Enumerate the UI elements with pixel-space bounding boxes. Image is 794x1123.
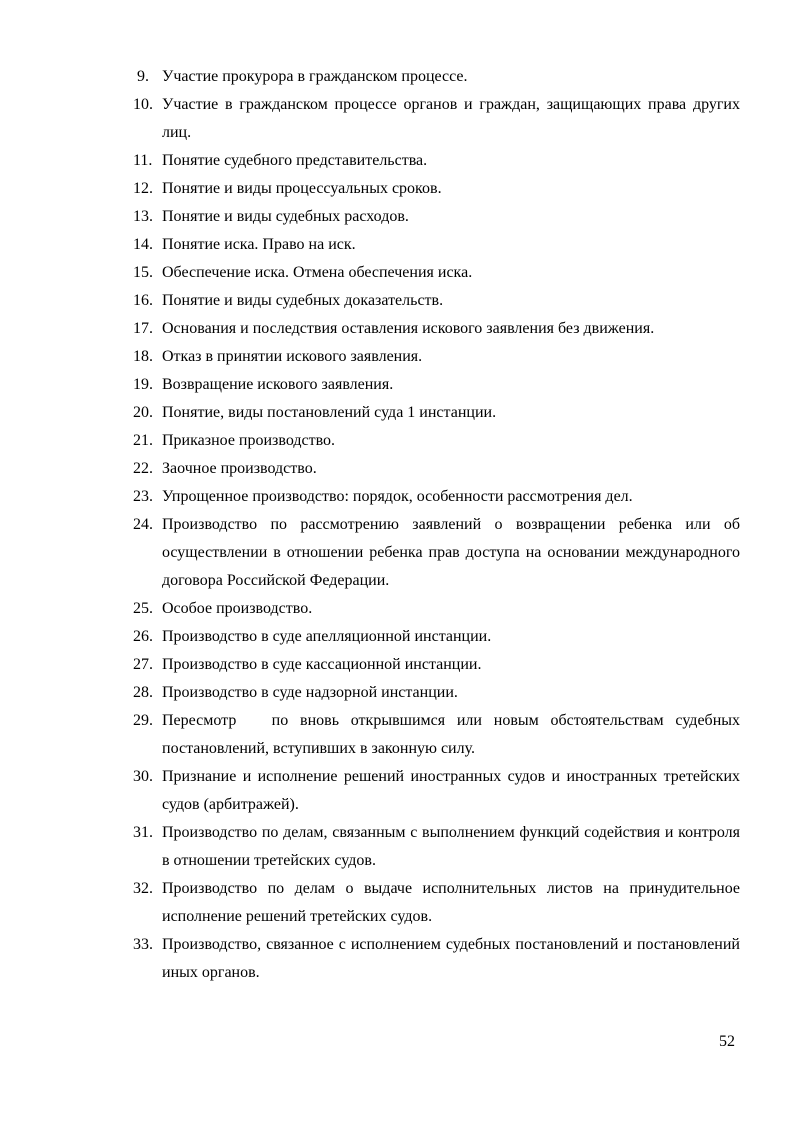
list-item-number: 33. bbox=[133, 936, 153, 953]
list-item-number: 27. bbox=[133, 656, 153, 673]
list-item bbox=[133, 931, 740, 987]
list-item-number: 13. bbox=[133, 208, 153, 225]
list-item-text: Признание и исполнение решений иностранных судов и иностранных третейских судов (арбитражей). bbox=[162, 768, 740, 813]
list-item bbox=[133, 763, 740, 819]
list-item bbox=[133, 91, 740, 147]
list-item-text: Возвращение искового заявления. bbox=[162, 376, 394, 393]
list-item-text: Обеспечение иска. Отмена обеспечения иска. bbox=[162, 264, 473, 281]
list-item bbox=[133, 595, 740, 623]
list-item-text: Понятие и виды судебных доказательств. bbox=[162, 292, 444, 309]
list-item-number: 23. bbox=[133, 488, 153, 505]
list-item-text: Участие в гражданском процессе органов и граждан, защищающих права других лиц. bbox=[162, 96, 740, 141]
list-item bbox=[133, 679, 740, 707]
list-item bbox=[133, 399, 740, 427]
list-item-text: Понятие, виды постановлений суда 1 инстанции. bbox=[162, 404, 497, 421]
list-item-number: 29. bbox=[133, 712, 153, 729]
list-item-text: Производство по делам о выдаче исполнительных листов на принудительное исполнение решений третейских судов. bbox=[162, 880, 740, 925]
list-item-number: 15. bbox=[133, 264, 153, 281]
list-item-number: 14. bbox=[133, 236, 153, 253]
list-item-text: Производство по делам, связанным с выполнением функций содействия и контроля в отношении третейских судов. bbox=[162, 824, 740, 869]
list-item-number: 25. bbox=[133, 600, 153, 617]
list-item-text: Основания и последствия оставления искового заявления без движения. bbox=[162, 320, 655, 337]
list-item bbox=[133, 63, 740, 91]
list-item-number: 9. bbox=[137, 68, 149, 85]
list-item bbox=[133, 651, 740, 679]
list-item bbox=[133, 147, 740, 175]
list-item-text: Участие прокурора в гражданском процессе. bbox=[162, 68, 468, 85]
list-item bbox=[133, 315, 740, 343]
list-item bbox=[133, 287, 740, 315]
list-item bbox=[133, 819, 740, 875]
page-number: 52 bbox=[719, 1033, 735, 1050]
list-item bbox=[133, 623, 740, 651]
list-item-text: Понятие и виды процессуальных сроков. bbox=[162, 180, 442, 197]
list-item-text: Приказное производство. bbox=[162, 432, 336, 449]
list-item-text: Отказ в принятии искового заявления. bbox=[162, 348, 423, 365]
list-item bbox=[133, 707, 740, 763]
list-item-text: Производство в суде кассационной инстанции. bbox=[162, 656, 482, 673]
list-item-text: Производство в суде надзорной инстанции. bbox=[162, 684, 458, 701]
list-item-number: 12. bbox=[133, 180, 153, 197]
list-item-text: Понятие и виды судебных расходов. bbox=[162, 208, 409, 225]
list-item-number: 22. bbox=[133, 460, 153, 477]
list-item bbox=[133, 875, 740, 931]
list-item bbox=[133, 371, 740, 399]
list-item bbox=[133, 231, 740, 259]
list-item-number: 26. bbox=[133, 628, 153, 645]
list-item-text: Производство, связанное с исполнением судебных постановлений и постановлений иных органов. bbox=[162, 936, 740, 981]
list-item bbox=[133, 175, 740, 203]
list-item-number: 21. bbox=[133, 432, 153, 449]
list-item-text: Понятие судебного представительства. bbox=[162, 152, 428, 169]
list-item-text: Пересмотр по вновь открывшимся или новым обстоятельствам судебных постановлений, вступивших в законную силу. bbox=[162, 712, 740, 757]
list-item-text: Производство в суде апелляционной инстанции. bbox=[162, 628, 492, 645]
list-item-number: 10. bbox=[133, 96, 153, 113]
list-item-text: Понятие иска. Право на иск. bbox=[162, 236, 356, 253]
list-item-number: 31. bbox=[133, 824, 153, 841]
list-item-text: Упрощенное производство: порядок, особенности рассмотрения дел. bbox=[162, 488, 633, 505]
list-item-number: 19. bbox=[133, 376, 153, 393]
list-item-number: 30. bbox=[133, 768, 153, 785]
list-item-number: 18. bbox=[133, 348, 153, 365]
list-item-number: 32. bbox=[133, 880, 153, 897]
list-item-number: 11. bbox=[133, 152, 153, 169]
list-item-text: Заочное производство. bbox=[162, 460, 317, 477]
list-item-number: 28. bbox=[133, 684, 153, 701]
list-item bbox=[133, 483, 740, 511]
list-item-text: Особое производство. bbox=[162, 600, 313, 617]
list-item bbox=[133, 427, 740, 455]
list-item-number: 16. bbox=[133, 292, 153, 309]
list-item bbox=[133, 259, 740, 287]
list-item-number: 17. bbox=[133, 320, 153, 337]
list-item-number: 20. bbox=[133, 404, 153, 421]
list-item bbox=[133, 511, 740, 595]
list-item bbox=[133, 203, 740, 231]
list-item-text: Производство по рассмотрению заявлений о возвращении ребенка или об осуществлении в отношении ребенка прав доступа на основании международного договора Российской Федерации. bbox=[162, 516, 740, 589]
list-item bbox=[133, 455, 740, 483]
list-item bbox=[133, 343, 740, 371]
list-item-number: 24. bbox=[133, 516, 153, 533]
topics-numbered-list bbox=[133, 63, 740, 987]
